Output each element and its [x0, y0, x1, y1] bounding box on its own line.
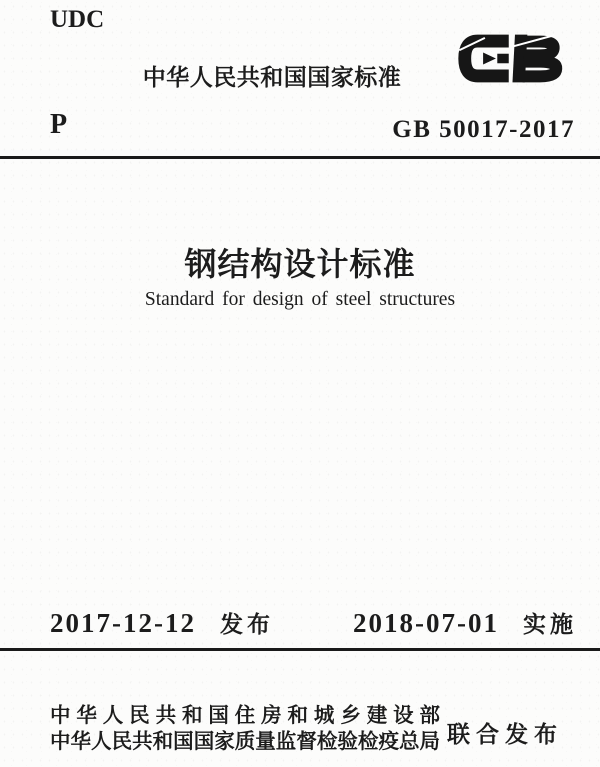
national-standard-heading: 中华人民共和国国家标准 [142, 64, 402, 90]
udc-label: UDC [50, 6, 105, 33]
issue-date-row [50, 606, 274, 639]
issue-date: 2017-12-12 [50, 608, 196, 638]
page-subtitle-english: Standard for design of steel structures [144, 289, 456, 310]
effective-date-row [353, 606, 577, 639]
top-divider [0, 156, 600, 159]
bottom-divider [0, 648, 600, 651]
classification-code: P [50, 109, 68, 140]
joint-publish-label: 联合发布 [447, 721, 563, 747]
page-title: 钢结构设计标准 [184, 246, 416, 282]
effective-label: 实施 [523, 611, 577, 637]
gb-standard-logo-icon [452, 31, 571, 86]
effective-date: 2018-07-01 [353, 608, 499, 638]
standard-code: GB 50017-2017 [392, 116, 575, 143]
publisher-aqsiq: 中华人民共和国国家质量监督检验检疫总局 [50, 730, 440, 753]
issue-label: 发布 [219, 611, 274, 637]
publisher-ministry: 中华人民共和国住房和城乡建设部 [50, 704, 440, 727]
publishers-block [50, 703, 440, 755]
